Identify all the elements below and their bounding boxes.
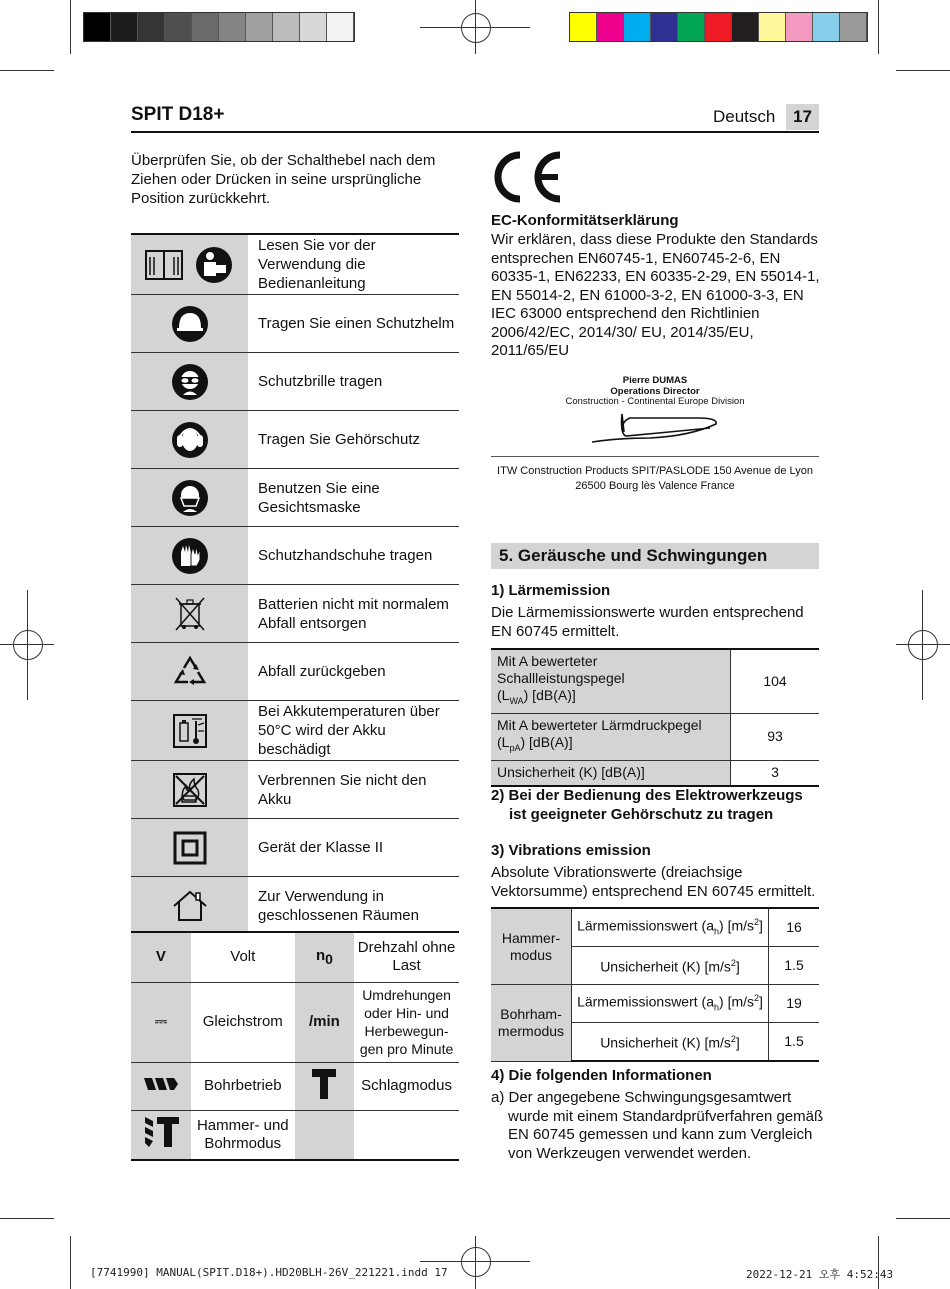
intro-paragraph: Überprüfen Sie, ob der Schalthebel nach dem Ziehen oder Drücken in seine ursprüngliche Position zurückkehrt. (131, 152, 436, 207)
empty-cell (354, 1110, 459, 1160)
handwritten-signature (590, 410, 722, 446)
table-row (131, 819, 459, 877)
manual-read-icon (144, 245, 236, 285)
table-row (131, 234, 459, 295)
table-row (131, 469, 459, 527)
crop-mark (878, 0, 879, 54)
emission-value: 16 (769, 908, 820, 947)
crossed-bin-icon (170, 594, 210, 634)
class-ii-icon (170, 828, 210, 868)
symbol-description: Verbrennen Sie nicht den Akku (248, 761, 459, 819)
hammer-mode-icon (312, 1069, 336, 1099)
emission-value: 19 (769, 985, 820, 1023)
paragraph: Absolute Vibrationswerte (dreiachsige Vektorsumme) entsprechend EN 60745 ermittelt. (491, 864, 816, 900)
label-unit: ) [m/s (719, 917, 755, 934)
address-line: 26500 Bourg lès Valence France (575, 479, 735, 492)
per-minute-symbol: /min (295, 982, 354, 1062)
face-mask-icon (170, 478, 210, 518)
gray-swatch (273, 13, 300, 41)
subsection-title: 3) Vibrations emission (491, 842, 651, 859)
crop-mark (0, 1218, 54, 1219)
registration-line (922, 590, 923, 700)
mode-label: Bohrham- mermodus (491, 985, 572, 1062)
color-swatch (624, 13, 651, 41)
indoor-use-icon (170, 886, 210, 926)
color-swatch (786, 13, 813, 41)
color-swatch (570, 13, 597, 41)
page-number: 17 (786, 104, 819, 130)
emission-label (572, 985, 769, 1023)
volt-label: Volt (191, 932, 295, 982)
noise-value: 3 (731, 760, 820, 786)
subsection-title (491, 787, 803, 823)
label-close: ] (735, 1034, 740, 1051)
subsection-title: 1) Lärmemission (491, 582, 611, 599)
color-swatch (678, 13, 705, 41)
paragraph: Die Lärmemissionswerte wurden entsprechend EN 60745 ermittelt. (491, 604, 804, 640)
noise-unit (497, 687, 576, 706)
language-label: Deutsch (713, 107, 776, 126)
table-row (131, 701, 459, 761)
ear-protection-icon (170, 420, 210, 460)
label-text: Unsicherheit (K) [m/s (600, 1034, 731, 1051)
symbol-description: Zur Verwendung in geschlossenen Räumen (248, 877, 459, 936)
table-row (131, 295, 459, 353)
noise-label: Unsicherheit (K) [dB(A)] (491, 760, 731, 786)
unit-subscript: pA (509, 742, 521, 753)
label-text: Lärmemissionswert (a (577, 917, 714, 934)
symbol-description: Abfall zurückgeben (248, 643, 459, 701)
print-timestamp: 2022-12-21 오후 4:52:43 (746, 1268, 894, 1281)
gray-swatch (300, 13, 327, 41)
gray-color-bar (83, 12, 355, 42)
signer-role: Operations Director (610, 385, 700, 397)
crop-mark (896, 70, 950, 71)
volt-symbol: V (131, 932, 191, 982)
vibration-table (491, 907, 819, 1062)
noise-table (491, 648, 819, 787)
paragraph: a) Der angegebene Schwingungsgesamtwert wurde mit einem Standardprüfverfahren gemäß EN 60745 gemessen und kann zum Vergleich von Werkzeugen verwendet werden. (491, 1089, 824, 1162)
battery-temperature-icon (170, 711, 210, 751)
subsection-line: ist geeigneter Gehörschutz zu tragen (509, 806, 774, 823)
color-swatch (705, 13, 732, 41)
noise-label: Mit A bewerteter Lärmdruckpegel (497, 716, 702, 733)
signature-divider (491, 456, 819, 457)
table-row (131, 411, 459, 469)
registration-mark-left (13, 630, 43, 660)
ce-mark-icon (490, 150, 566, 204)
gray-swatch (111, 13, 138, 41)
crop-mark (896, 1218, 950, 1219)
gray-swatch (165, 13, 192, 41)
no-burn-battery-icon (170, 770, 210, 810)
helmet-icon (170, 304, 210, 344)
symbol-description: Benutzen Sie eine Gesichtsmaske (248, 469, 459, 527)
hammer-drill-mode-label: Hammer- und Bohrmodus (191, 1110, 295, 1160)
gray-swatch (192, 13, 219, 41)
noise-value: 104 (731, 649, 820, 713)
n0-subscript: 0 (325, 950, 333, 967)
gray-swatch (327, 13, 354, 41)
table-row (131, 527, 459, 585)
label-superscript: 2 (730, 958, 736, 969)
color-swatch (651, 13, 678, 41)
table-row (131, 353, 459, 411)
signer-name: Pierre DUMAS (622, 375, 688, 386)
color-swatch (759, 13, 786, 41)
table-row (491, 908, 819, 947)
table-row (491, 985, 819, 1023)
cmyk-color-bar (569, 12, 868, 42)
registration-mark-bottom (461, 1247, 491, 1277)
uncertainty-label (572, 947, 769, 985)
label-subscript: h (714, 1002, 720, 1013)
signer-division: Construction - Continental Europe Division (565, 396, 745, 407)
mode-label: Hammer- modus (491, 908, 572, 985)
section-heading: 5. Geräusche und Schwingungen (491, 543, 819, 569)
color-swatch (813, 13, 840, 41)
uncertainty-value: 1.5 (769, 1023, 820, 1062)
color-swatch (840, 13, 867, 41)
label-close: ] (759, 917, 763, 934)
table-row (131, 982, 459, 1062)
recycle-icon (170, 652, 210, 692)
noise-label: Mit A bewerteter Schallleistungspegel (497, 653, 625, 686)
label-subscript: h (714, 926, 720, 937)
per-minute-label: Umdrehungen oder Hin- und Herbewegun-gen pro Minute (354, 982, 459, 1062)
no-load-speed-label: Drehzahl ohne Last (354, 932, 459, 982)
subsection-title: 4) Die folgenden Informationen (491, 1067, 712, 1084)
table-row (131, 643, 459, 701)
table-row (491, 760, 819, 786)
symbols-table (131, 233, 459, 936)
noise-value: 93 (731, 713, 820, 760)
gray-swatch (219, 13, 246, 41)
direct-current-label: Gleichstrom (191, 982, 295, 1062)
unit-subscript: WA (509, 695, 524, 706)
uncertainty-label (572, 1023, 769, 1062)
table-row (131, 932, 459, 982)
crop-mark (70, 1236, 71, 1289)
table-row (131, 761, 459, 819)
registration-mark-right (908, 630, 938, 660)
gray-swatch (246, 13, 273, 41)
crop-mark (70, 0, 71, 54)
registration-line (896, 644, 950, 645)
gray-swatch (138, 13, 165, 41)
label-text: Lärmemissionswert (a (577, 993, 714, 1010)
drill-mode-label: Bohrbetrieb (191, 1062, 295, 1110)
symbol-description: Schutzbrille tragen (248, 353, 459, 411)
registration-mark-top (461, 13, 491, 43)
symbol-description: Tragen Sie einen Schutzhelm (248, 295, 459, 353)
label-superscript: 2 (730, 1034, 736, 1045)
symbol-description: Tragen Sie Gehörschutz (248, 411, 459, 469)
document-title: SPIT D18+ (131, 104, 225, 125)
registration-line (27, 590, 28, 700)
color-swatch (597, 13, 624, 41)
table-row (131, 877, 459, 936)
header-rule (131, 131, 819, 133)
label-close: ] (735, 958, 740, 975)
label-superscript: 2 (754, 917, 760, 928)
unit-suffix: ) [dB(A)] (523, 687, 576, 703)
noise-unit (497, 733, 573, 753)
drill-mode-icon (144, 1076, 178, 1092)
label-unit: ) [m/s (719, 993, 755, 1010)
symbol-description: Lesen Sie vor der Verwendung die Bedienanleitung (248, 234, 459, 295)
subsection-line: 2) Bei der Bedienung des Elektrowerkzeugs (491, 787, 803, 804)
emission-label (572, 908, 769, 947)
registration-line (475, 0, 476, 54)
company-address (491, 464, 819, 493)
no-load-speed-symbol (295, 932, 354, 982)
symbol-description: Batterien nicht mit normalem Abfall entsorgen (248, 585, 459, 643)
hammer-drill-mode-icon (143, 1117, 179, 1147)
hammer-mode-label: Schlagmodus (354, 1062, 459, 1110)
signature-block (491, 376, 819, 408)
direct-current-symbol: ⎓ (131, 982, 191, 1062)
goggles-icon (170, 362, 210, 402)
address-line: ITW Construction Products SPIT/PASLODE 150 Avenue de Lyon (497, 465, 813, 477)
unit-prefix: (L (497, 687, 510, 703)
ec-declaration-title: EC-Konformitätserklärung (491, 212, 679, 229)
gloves-icon (170, 536, 210, 576)
symbol-description: Gerät der Klasse II (248, 819, 459, 877)
table-row (491, 713, 819, 760)
label-superscript: 2 (754, 993, 760, 1004)
crop-mark (0, 70, 54, 71)
units-table (131, 931, 459, 1161)
symbol-description: Bei Akkutemperaturen über 50°C wird der Akku beschädigt (248, 701, 459, 761)
uncertainty-value: 1.5 (769, 947, 820, 985)
unit-suffix: ) [dB(A)] (520, 733, 573, 750)
file-slug: [7741990] MANUAL(SPIT.D18+).HD20BLH-26V_221221.indd 17 (90, 1266, 448, 1279)
registration-line (475, 1236, 476, 1289)
n0-letter: n (315, 946, 326, 964)
gray-swatch (84, 13, 111, 41)
label-text: Unsicherheit (K) [m/s (600, 958, 731, 975)
ec-declaration-body: Wir erklären, dass diese Produkte den Standards entsprechen EN60745-1, EN60745-2-6, EN 60335-1, EN62233, EN 60335-2-29, EN 55014-1, EN 55014-2, EN 61000-3-2, EN 61000-3-3, EN IEC 63000 entsprechend den Richtlinien 2006/42/EC, 2014/30/ EU, 2014/35/EU, 2011/65/EU (491, 231, 820, 359)
table-row (131, 1110, 459, 1160)
symbol-description: Schutzhandschuhe tragen (248, 527, 459, 585)
table-row (491, 649, 819, 713)
table-row (131, 585, 459, 643)
label-close: ] (759, 993, 763, 1010)
color-swatch (732, 13, 759, 41)
empty-cell (295, 1110, 354, 1160)
unit-prefix: (L (497, 733, 510, 750)
table-row (131, 1062, 459, 1110)
